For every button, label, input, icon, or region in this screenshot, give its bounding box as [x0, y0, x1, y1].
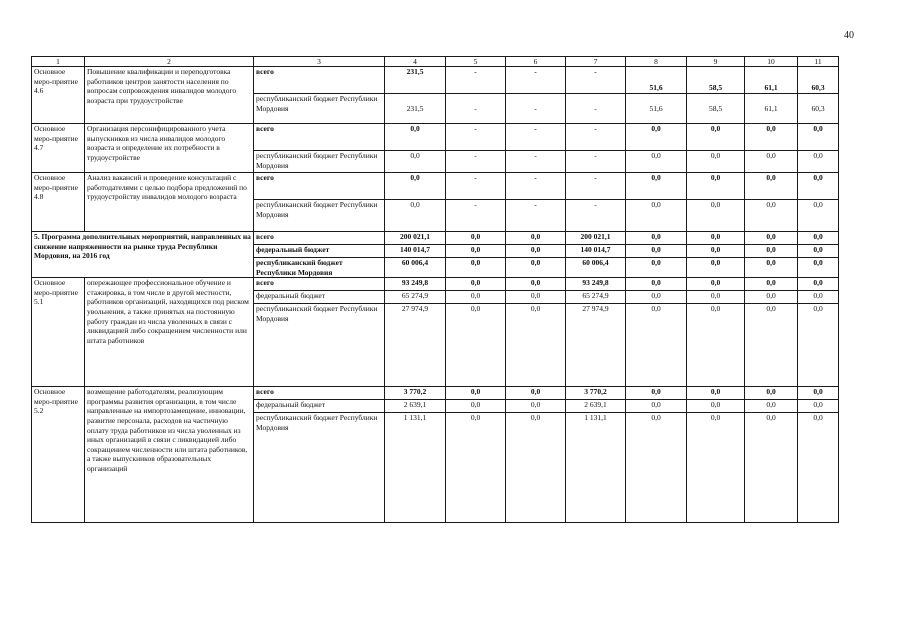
value-cell: 0,0: [626, 151, 687, 173]
funding-source: федеральный бюджет: [254, 291, 385, 304]
value-cell: 0,0: [745, 232, 798, 245]
value-cell: 0,0: [745, 151, 798, 173]
value-cell: -: [566, 94, 626, 124]
funding-source: федеральный бюджет: [254, 400, 385, 413]
value-cell: -: [566, 67, 626, 94]
value-cell: 0,0: [687, 173, 745, 200]
value-cell: 0,0: [626, 173, 687, 200]
value-cell: 60 006,4: [566, 258, 626, 278]
table-row: [32, 124, 839, 151]
value-cell: 0,0: [687, 413, 745, 523]
value-cell: 200 021,1: [385, 232, 446, 245]
budget-table: [31, 56, 839, 523]
value-cell: 0,0: [798, 278, 839, 291]
value-cell: 51,6: [626, 67, 687, 94]
value-cell: 0,0: [745, 304, 798, 387]
value-cell: 0,0: [798, 413, 839, 523]
value-cell: 60 006,4: [385, 258, 446, 278]
value-cell: 0,0: [745, 413, 798, 523]
value-cell: 0,0: [446, 387, 506, 400]
activity-code: Основное меро-приятие 4.6: [32, 67, 85, 124]
table-row: [32, 232, 839, 245]
value-cell: -: [446, 173, 506, 200]
column-header: 5: [446, 57, 506, 67]
value-cell: 0,0: [626, 387, 687, 400]
value-cell: 0,0: [687, 245, 745, 258]
value-cell: 0,0: [745, 200, 798, 232]
value-cell: 1 131,1: [566, 413, 626, 523]
activity-code: Основное меро-приятие 4.8: [32, 173, 85, 232]
funding-source: республиканский бюджет Республики Мордовия: [254, 94, 385, 124]
value-cell: 0,0: [506, 232, 566, 245]
value-cell: 1 131,1: [385, 413, 446, 523]
activity-description: Повышение квалификации и переподготовка работников центров занятости населения по вопросам сопровождения инвалидов молодого возраста при трудоустройстве: [85, 67, 254, 124]
value-cell: -: [506, 124, 566, 151]
value-cell: 0,0: [687, 124, 745, 151]
value-cell: 0,0: [798, 124, 839, 151]
value-cell: 2 639,1: [385, 400, 446, 413]
value-cell: 0,0: [626, 200, 687, 232]
column-header: 11: [798, 57, 839, 67]
value-cell: -: [506, 151, 566, 173]
value-cell: 0,0: [798, 232, 839, 245]
value-cell: 65 274,9: [566, 291, 626, 304]
activity-description: опережающее профессиональное обучение и стажировка, в том числе в другой местности, работников организаций, находящихся под риском увольнения, а также принятых на постоянную работу граждан из числа уволенных в связи с ликвидацией либо сокращением численности или штата работников: [85, 278, 254, 387]
value-cell: 61,1: [745, 94, 798, 124]
value-cell: 0,0: [687, 304, 745, 387]
value-cell: 0,0: [506, 304, 566, 387]
value-cell: -: [566, 200, 626, 232]
value-cell: 0,0: [798, 387, 839, 400]
value-cell: 0,0: [506, 258, 566, 278]
column-header: 3: [254, 57, 385, 67]
column-header: 2: [85, 57, 254, 67]
value-cell: 0,0: [626, 304, 687, 387]
funding-source: федеральный бюджет: [254, 245, 385, 258]
value-cell: 2 639,1: [566, 400, 626, 413]
funding-source: всего: [254, 173, 385, 200]
funding-source: всего: [254, 67, 385, 94]
value-cell: -: [446, 124, 506, 151]
section-title: 5. Программа дополнительных мероприятий, направленных на снижение напряженности на рынке труда Республики Мордовия, на 2016 год: [32, 232, 254, 278]
value-cell: 0,0: [687, 278, 745, 291]
value-cell: 0,0: [798, 304, 839, 387]
value-cell: 0,0: [798, 400, 839, 413]
value-cell: -: [506, 200, 566, 232]
value-cell: -: [506, 94, 566, 124]
value-cell: 231,5: [385, 67, 446, 94]
value-cell: 0,0: [626, 291, 687, 304]
column-header: 9: [687, 57, 745, 67]
value-cell: -: [446, 151, 506, 173]
value-cell: 60,3: [798, 94, 839, 124]
activity-code: Основное меро-приятие 5.2: [32, 387, 85, 523]
value-cell: 0,0: [687, 151, 745, 173]
value-cell: 0,0: [687, 200, 745, 232]
activity-description: возмещение работодателям, реализующим программы развития организации, в том числе направленные на импортозамещение, инновации, развитие персонала, расходов на частичную оплату труда работников из числа уволенных из иных организаций в связи с ликвидацией либо сокращением численности или штата работников, а также выпускников образовательных организаций: [85, 387, 254, 523]
value-cell: 0,0: [506, 400, 566, 413]
column-header: 4: [385, 57, 446, 67]
value-cell: 3 770,2: [566, 387, 626, 400]
value-cell: 3 770,2: [385, 387, 446, 400]
value-cell: 0,0: [745, 387, 798, 400]
value-cell: 0,0: [687, 400, 745, 413]
page-number: 40: [844, 30, 854, 41]
funding-source: республиканский бюджет Республики Мордовия: [254, 413, 385, 523]
value-cell: 0,0: [745, 291, 798, 304]
value-cell: 231,5: [385, 94, 446, 124]
value-cell: 93 249,8: [385, 278, 446, 291]
value-cell: -: [446, 67, 506, 94]
value-cell: 0,0: [687, 258, 745, 278]
table-row: [32, 387, 839, 400]
value-cell: 60,3: [798, 67, 839, 94]
value-cell: 0,0: [687, 291, 745, 304]
value-cell: 0,0: [798, 258, 839, 278]
column-header: 1: [32, 57, 85, 67]
value-cell: 0,0: [626, 232, 687, 245]
value-cell: 0,0: [446, 278, 506, 291]
value-cell: 0,0: [687, 232, 745, 245]
value-cell: 0,0: [446, 304, 506, 387]
funding-source: республиканский бюджет Республики Мордовия: [254, 304, 385, 387]
value-cell: 0,0: [626, 278, 687, 291]
value-cell: 0,0: [745, 173, 798, 200]
value-cell: 0,0: [798, 291, 839, 304]
value-cell: 0,0: [745, 245, 798, 258]
value-cell: 0,0: [385, 173, 446, 200]
column-header: 10: [745, 57, 798, 67]
value-cell: 0,0: [385, 200, 446, 232]
value-cell: 0,0: [798, 173, 839, 200]
table-row: [32, 278, 839, 291]
value-cell: 61,1: [745, 67, 798, 94]
value-cell: 0,0: [446, 245, 506, 258]
table-row: [32, 67, 839, 94]
value-cell: 0,0: [745, 400, 798, 413]
value-cell: -: [566, 124, 626, 151]
value-cell: 0,0: [506, 245, 566, 258]
value-cell: 0,0: [626, 400, 687, 413]
value-cell: 27 974,9: [385, 304, 446, 387]
value-cell: 0,0: [446, 258, 506, 278]
column-header: 8: [626, 57, 687, 67]
funding-source: всего: [254, 232, 385, 245]
column-header: 6: [506, 57, 566, 67]
value-cell: 0,0: [798, 200, 839, 232]
value-cell: 27 974,9: [566, 304, 626, 387]
value-cell: 0,0: [798, 245, 839, 258]
value-cell: 0,0: [446, 291, 506, 304]
value-cell: 200 021,1: [566, 232, 626, 245]
value-cell: 0,0: [506, 291, 566, 304]
activity-description: Анализ вакансий и проведение консультаций с работодателями с целью подбора предложений по трудоустройству инвалидов молодого возраста: [85, 173, 254, 232]
value-cell: 0,0: [385, 124, 446, 151]
value-cell: -: [446, 200, 506, 232]
value-cell: 0,0: [385, 151, 446, 173]
value-cell: 0,0: [446, 232, 506, 245]
value-cell: 0,0: [745, 258, 798, 278]
value-cell: 0,0: [506, 413, 566, 523]
table-row: [32, 173, 839, 200]
activity-code: Основное меро-приятие 5.1: [32, 278, 85, 387]
value-cell: 0,0: [446, 413, 506, 523]
funding-source: республиканский бюджет Республики Мордовия: [254, 258, 385, 278]
value-cell: -: [566, 151, 626, 173]
value-cell: -: [446, 94, 506, 124]
funding-source: республиканский бюджет Республики Мордовия: [254, 200, 385, 232]
value-cell: -: [566, 173, 626, 200]
value-cell: 0,0: [626, 124, 687, 151]
value-cell: 0,0: [745, 124, 798, 151]
value-cell: 93 249,8: [566, 278, 626, 291]
value-cell: 58,5: [687, 67, 745, 94]
value-cell: 65 274,9: [385, 291, 446, 304]
value-cell: 0,0: [446, 400, 506, 413]
value-cell: 0,0: [626, 258, 687, 278]
value-cell: -: [506, 173, 566, 200]
value-cell: 51,6: [626, 94, 687, 124]
value-cell: 140 014,7: [385, 245, 446, 258]
value-cell: 0,0: [626, 245, 687, 258]
funding-source: всего: [254, 278, 385, 291]
value-cell: 58,5: [687, 94, 745, 124]
value-cell: 0,0: [506, 387, 566, 400]
column-header: 7: [566, 57, 626, 67]
value-cell: 0,0: [798, 151, 839, 173]
funding-source: республиканский бюджет Республики Мордовия: [254, 151, 385, 173]
funding-source: всего: [254, 124, 385, 151]
value-cell: 0,0: [687, 387, 745, 400]
funding-source: всего: [254, 387, 385, 400]
activity-code: Основное меро-приятие 4.7: [32, 124, 85, 173]
value-cell: 0,0: [745, 278, 798, 291]
value-cell: 0,0: [626, 413, 687, 523]
header-row: [32, 57, 839, 67]
activity-description: Организация персонифицированного учета выпускников из числа инвалидов молодого возраста и определение их потребности в трудоустройстве: [85, 124, 254, 173]
value-cell: 0,0: [506, 278, 566, 291]
value-cell: -: [506, 67, 566, 94]
value-cell: 140 014,7: [566, 245, 626, 258]
